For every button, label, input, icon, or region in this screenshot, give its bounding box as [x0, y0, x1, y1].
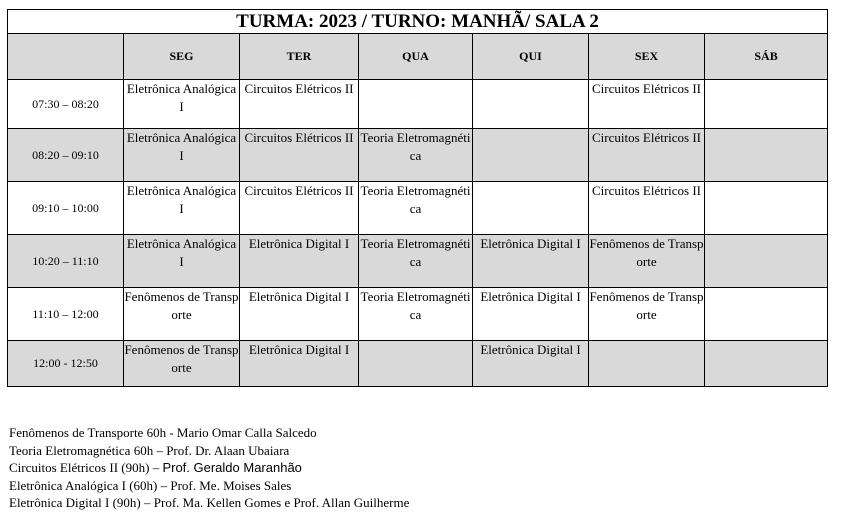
day-header-row — [8, 34, 828, 80]
day-header-sex: SEX — [589, 34, 705, 80]
time-slot: 10:20 – 11:10 — [8, 235, 124, 288]
class-cell — [359, 80, 473, 129]
class-cell: Circuitos Elétricos II — [589, 129, 705, 182]
class-cell — [473, 80, 589, 129]
class-cell: Eletrônica Digital I — [240, 288, 359, 341]
legend-line: Eletrônica Analógica I (60h) – Prof. Me. Moises Sales — [9, 477, 292, 493]
class-cell — [589, 341, 705, 387]
class-cell — [705, 182, 828, 235]
class-cell — [705, 80, 828, 129]
class-cell — [359, 341, 473, 387]
table-row — [8, 235, 828, 288]
day-header-qui: QUI — [473, 34, 589, 80]
class-cell: Teoria Eletromagnética — [359, 235, 473, 288]
class-cell: Eletrônica Analógica I — [124, 235, 240, 288]
professor-legend — [9, 424, 409, 512]
time-slot: 12:00 - 12:50 — [8, 341, 124, 387]
class-cell: Circuitos Elétricos II — [240, 182, 359, 235]
table-row — [8, 80, 828, 129]
time-slot: 08:20 – 09:10 — [8, 129, 124, 182]
class-cell: Eletrônica Digital I — [240, 235, 359, 288]
class-cell — [705, 341, 828, 387]
class-cell: Fenômenos de Transporte — [124, 288, 240, 341]
day-header-qua: QUA — [359, 34, 473, 80]
table-row — [8, 182, 828, 235]
class-cell — [705, 235, 828, 288]
class-cell: Eletrônica Digital I — [240, 341, 359, 387]
class-cell: Eletrônica Analógica I — [124, 182, 240, 235]
class-cell: Eletrônica Digital I — [473, 235, 589, 288]
schedule-title: TURMA: 2023 / TURNO: MANHÃ/ SALA 2 — [8, 10, 828, 34]
schedule-table — [7, 9, 828, 387]
legend-line: Teoria Eletromagnética 60h – Prof. Dr. Alaan Ubaiara — [9, 442, 290, 458]
table-row — [8, 341, 828, 387]
table-row — [8, 129, 828, 182]
class-cell: Circuitos Elétricos II — [240, 129, 359, 182]
time-slot: 07:30 – 08:20 — [8, 80, 124, 129]
table-row — [8, 288, 828, 341]
class-cell: Circuitos Elétricos II — [240, 80, 359, 129]
day-header-sab: SÁB — [705, 34, 828, 80]
time-slot: 09:10 – 10:00 — [8, 182, 124, 235]
class-cell: Teoria Eletromagnética — [359, 129, 473, 182]
class-cell: Teoria Eletromagnética — [359, 182, 473, 235]
class-cell — [473, 182, 589, 235]
day-header-seg: SEG — [124, 34, 240, 80]
class-cell — [705, 288, 828, 341]
class-cell: Fenômenos de Transporte — [589, 235, 705, 288]
class-cell: Teoria Eletromagnética — [359, 288, 473, 341]
day-header-ter: TER — [240, 34, 359, 80]
legend-line — [9, 459, 409, 477]
class-cell: Circuitos Elétricos II — [589, 182, 705, 235]
time-slot: 11:10 – 12:00 — [8, 288, 124, 341]
class-cell: Fenômenos de Transporte — [124, 341, 240, 387]
class-cell: Fenômenos de Transporte — [589, 288, 705, 341]
class-cell: Eletrônica Analógica I — [124, 129, 240, 182]
legend-line: Eletrônica Digital I (90h) – Prof. Ma. Kellen Gomes e Prof. Allan Guilherme — [9, 495, 410, 510]
class-cell — [705, 129, 828, 182]
legend-professor: Prof. Geraldo Maranhão — [162, 460, 302, 475]
legend-line: Fenômenos de Transporte 60h - Mario Omar Calla Salcedo — [9, 425, 317, 440]
class-cell: Eletrônica Digital I — [473, 341, 589, 387]
legend-course: Circuitos Elétricos II (90h) – — [9, 460, 160, 475]
class-cell: Eletrônica Digital I — [473, 288, 589, 341]
class-cell — [473, 129, 589, 182]
corner-cell — [8, 34, 124, 80]
class-cell: Eletrônica Analógica I — [124, 80, 240, 129]
class-cell: Circuitos Elétricos II — [589, 80, 705, 129]
